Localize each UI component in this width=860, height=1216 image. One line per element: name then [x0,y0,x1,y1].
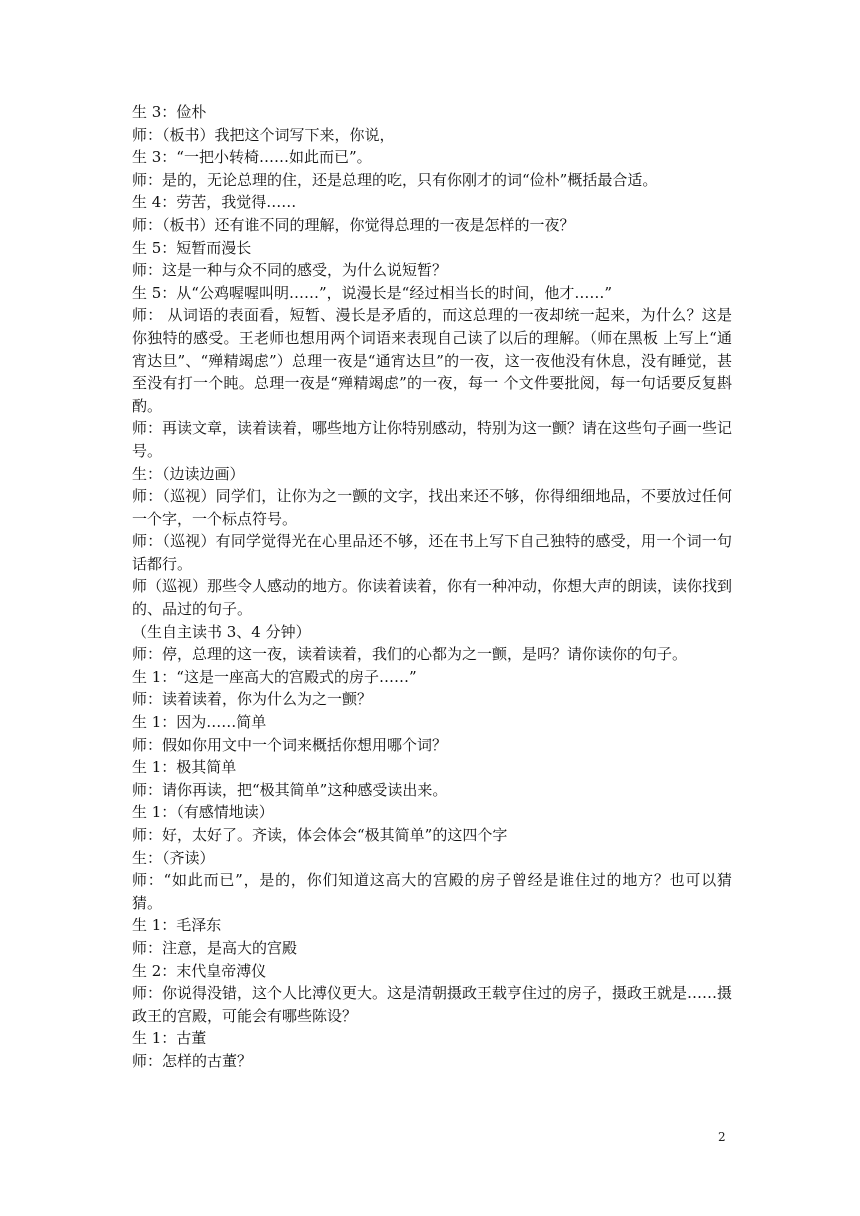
dialogue-paragraph: 师：（板书）我把这个词写下来，你说， [132,125,395,144]
dialogue-paragraph: 师：好，太好了。齐读，体会体会“极其简单”的这四个字 [132,826,508,844]
dialogue-paragraph: （生自主读书 3、4 分钟） [132,622,311,641]
dialogue-paragraph: 生 1：因为……简单 [132,713,267,732]
dialogue-paragraph: 生 1：极其简单 [132,758,237,777]
document-body [132,101,732,1073]
dialogue-paragraph: 生 3：“一把小转椅……如此而已”。 [132,148,372,167]
dialogue-paragraph: 师：（板书）还有谁不同的理解，你觉得总理的一夜是怎样的一夜？ [132,215,575,234]
dialogue-paragraph: 生：（边读边画） [132,464,245,483]
dialogue-paragraph: 师：（巡视）有同学觉得光在心里品还不够，还在书上写下自己独特的感受，用一个词一句话都行。 [132,532,732,573]
dialogue-paragraph: 师：请你再读，把“极其简单”这种感受读出来。 [132,780,448,799]
dialogue-paragraph: 师：这是一种与众不同的感受，为什么说短暂？ [132,261,448,280]
dialogue-paragraph: 师：注意，是高大的宫殿 [132,938,298,957]
dialogue-paragraph: 生 1：“这是一座高大的宫殿式的房子……” [132,667,417,686]
dialogue-paragraph: 生 1：（有感情地读） [132,803,274,822]
dialogue-paragraph: 师：怎样的古董？ [132,1051,253,1070]
dialogue-paragraph: 生 5：从“公鸡喔喔叫明……”，说漫长是“经过相当长的时间，他才……” [132,283,612,302]
dialogue-paragraph: 师（巡视）那些令人感动的地方。你读着读着，你有一种冲动，你想大声的朗读，读你找到的、品过的句子。 [132,577,733,619]
dialogue-paragraph: 生 4：劳苦，我觉得…… [132,193,297,212]
dialogue-paragraph: 生 1：毛泽东 [132,916,222,935]
dialogue-paragraph: 生 3：俭朴 [132,103,207,121]
dialogue-paragraph: 师：读着读着，你为什么为之一颤？ [132,690,373,709]
dialogue-paragraph: 生 2：末代皇帝溥仪 [132,961,267,980]
dialogue-paragraph: 师： 从词语的表面看，短暂、漫长是矛盾的，而这总理的一夜却统一起来，为什么？这是你独特的感受。王老师也想用两个词语来表现自己读了以后的理解。（师在黑板 上写上“通宵达旦”、“殚精竭虑”）总理一夜是“通宵达旦”的一夜，这一夜他没有休息，没有睡觉，甚至没有打一个盹。总理一夜是“殚精竭虑”的一夜，每一 个文件要批阅，每一句话要反复斟酌。 [132,306,732,415]
dialogue-paragraph: 师：停，总理的这一夜，读着读着，我们的心都为之一颤，是吗？请你读你的句子。 [132,645,688,664]
dialogue-paragraph: 生：（齐读） [132,848,215,867]
dialogue-paragraph: 师：再读文章，读着读着，哪些地方让你特别感动，特别为这一颤？请在这些句子画一些记号。 [132,419,733,460]
dialogue-paragraph: 师：“如此而已”，是的，你们知道这高大的宫殿的房子曾经是谁住过的地方？也可以猜猜。 [132,871,732,912]
page-number: 2 [718,1130,726,1144]
dialogue-paragraph: 生 5：短暂而漫长 [132,238,252,257]
dialogue-paragraph: 师：（巡视）同学们，让你为之一颤的文字，找出来还不够，你得细细地品，不要放过任何一个字，一个标点符号。 [132,487,732,528]
dialogue-paragraph: 师：假如你用文中一个词来概括你想用哪个词？ [132,735,448,754]
dialogue-paragraph: 师：是的，无论总理的住，还是总理的吃，只有你刚才的词“俭朴”概括最合适。 [132,170,658,189]
dialogue-paragraph: 生 1：古董 [132,1029,207,1048]
dialogue-paragraph: 师：你说得没错，这个人比溥仪更大。这是清朝摄政王载亨住过的房子，摄政王就是……摄政王的宫殿，可能会有哪些陈设？ [132,984,733,1025]
